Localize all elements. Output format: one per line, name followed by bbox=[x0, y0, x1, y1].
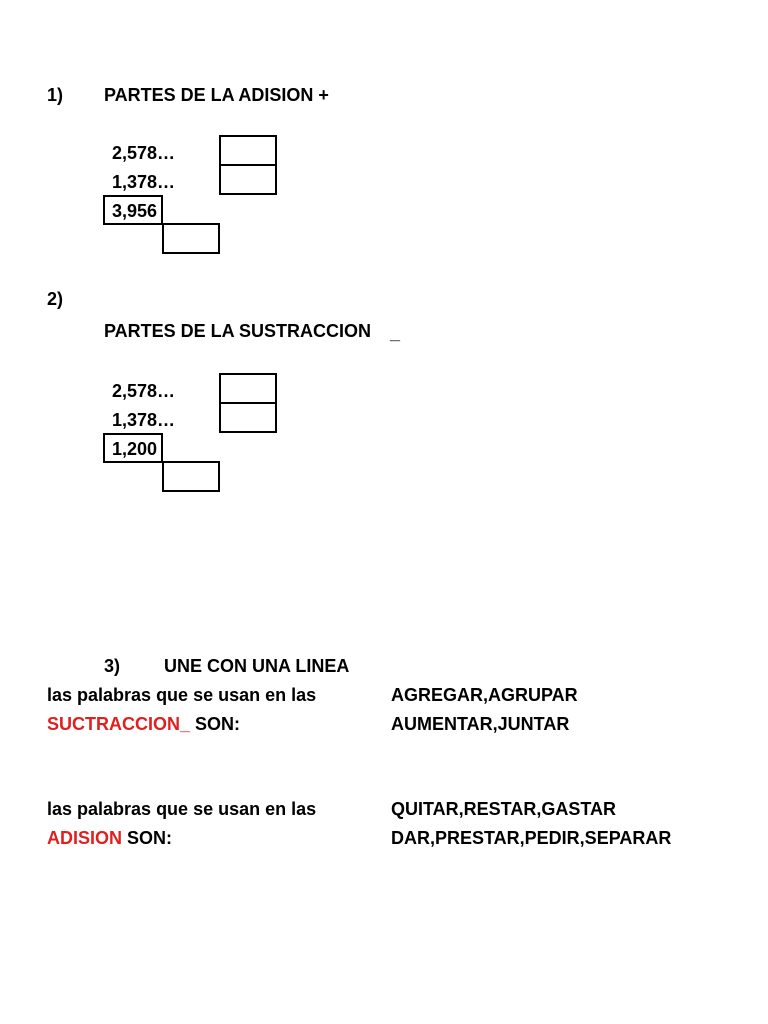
addend-2-answer-box[interactable] bbox=[219, 164, 277, 195]
addend-2: 1,378… bbox=[112, 172, 176, 192]
section-1-number: 1) bbox=[47, 85, 64, 105]
group-2-keyword-line bbox=[47, 827, 172, 849]
subtrahend-answer-box[interactable] bbox=[219, 402, 277, 433]
minuend-answer-box[interactable] bbox=[219, 373, 277, 404]
difference-answer-box[interactable] bbox=[162, 461, 220, 492]
group-2-suffix: SON: bbox=[122, 828, 173, 848]
section-2-number: 2) bbox=[47, 289, 64, 309]
section-1-title: PARTES DE LA ADISION + bbox=[104, 85, 329, 105]
group-1-keyword: SUCTRACCION_ bbox=[47, 714, 191, 734]
section-3-title: UNE CON UNA LINEA bbox=[164, 656, 350, 676]
addend-1-answer-box[interactable] bbox=[219, 135, 277, 166]
group-1-suffix: SON: bbox=[190, 714, 241, 734]
group-2-option-1[interactable]: QUITAR,RESTAR,GASTAR bbox=[391, 799, 616, 819]
subtrahend: 1,378… bbox=[112, 410, 176, 430]
group-2-prompt: las palabras que se usan en las bbox=[47, 799, 317, 819]
minuend: 2,578… bbox=[112, 381, 176, 401]
group-1-prompt: las palabras que se usan en las bbox=[47, 685, 317, 705]
group-2-option-2[interactable]: DAR,PRESTAR,PEDIR,SEPARAR bbox=[391, 828, 672, 848]
section-3-number: 3) bbox=[104, 656, 121, 676]
group-1-option-1[interactable]: AGREGAR,AGRUPAR bbox=[391, 685, 578, 705]
sum-value: 3,956 bbox=[112, 201, 158, 221]
difference-value: 1,200 bbox=[112, 439, 158, 459]
subtraction-sign: _ bbox=[390, 323, 401, 343]
sum-answer-box[interactable] bbox=[162, 223, 220, 254]
addend-1: 2,578… bbox=[112, 143, 176, 163]
group-2-keyword: ADISION bbox=[47, 828, 123, 848]
group-1-option-2[interactable]: AUMENTAR,JUNTAR bbox=[391, 714, 570, 734]
group-1-keyword-line bbox=[47, 713, 240, 735]
section-2-title: PARTES DE LA SUSTRACCION bbox=[104, 321, 372, 341]
